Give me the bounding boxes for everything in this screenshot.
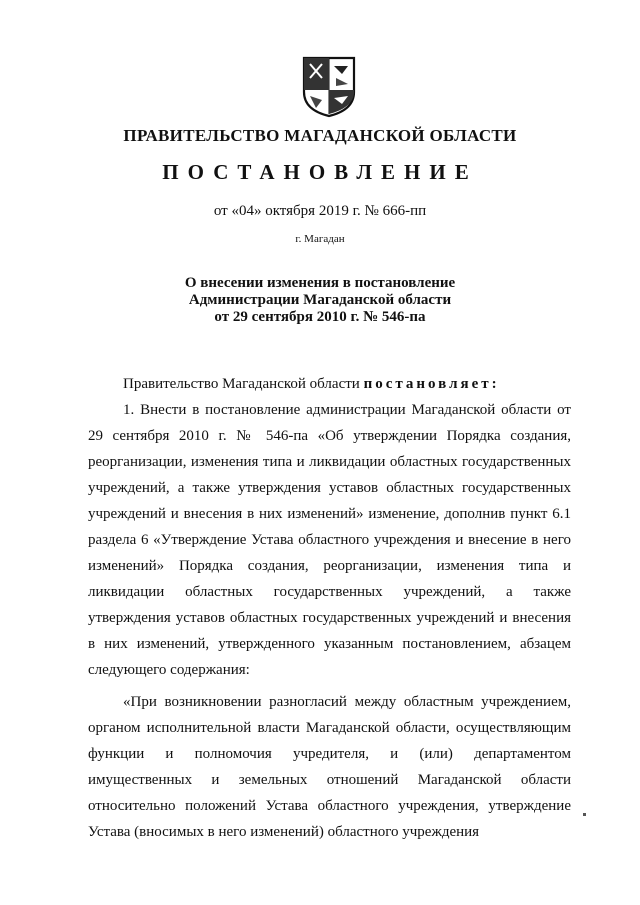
intro-text: Правительство Магаданской области <box>123 376 364 392</box>
intro-line <box>88 371 571 397</box>
paragraph-2: «При возникновении разногласий между областным учреждением, органом исполнительной власти Магаданской области, осуществляющим функции и полномочия учредителя, и (или) департаментом имущественных и земельных отношений Магаданской области относительно положений Устава областного учреждения, утверждение Устава (вносимых в него изменений) областного учреждения <box>88 694 571 840</box>
resolves-word: постановляет: <box>363 376 500 392</box>
subject-line: О внесении изменения в постановление <box>184 275 456 291</box>
city: г. Магадан <box>295 233 345 245</box>
scan-mark <box>583 813 586 816</box>
date-number: от «04» октября 2019 г. № 666-пп <box>213 203 427 219</box>
document-body <box>88 371 571 845</box>
document-subject <box>0 275 640 326</box>
document-type: ПОСТАНОВЛЕНИЕ <box>162 160 478 184</box>
subject-line: Администрации Магаданской области <box>188 292 452 308</box>
coat-of-arms-emblem <box>302 56 356 118</box>
government-name: ПРАВИТЕЛЬСТВО МАГАДАНСКОЙ ОБЛАСТИ <box>123 126 517 145</box>
subject-line: от 29 сентября 2010 г. № 546-па <box>214 309 426 325</box>
paragraph-1: 1. Внести в постановление администрации Магаданской области от 29 сентября 2010 г. № 546-па «Об утверждении Порядка создания, реорганизации, изменения типа и ликвидации областных государственных учреждений, а также утверждения уставов областных государственных учреждений и внесения в них изменений» изменение, дополнив пункт 6.1 раздела 6 «Утверждение Устава областного учреждения и внесение в него изменений» Порядка создания, реорганизации, изменения типа и ликвидации областных государственных учреждений, а также утверждения уставов областных государственных учреждений и внесения в них изменений, утвержденного указанным постановлением, абзацем следующего содержания: <box>88 402 571 678</box>
